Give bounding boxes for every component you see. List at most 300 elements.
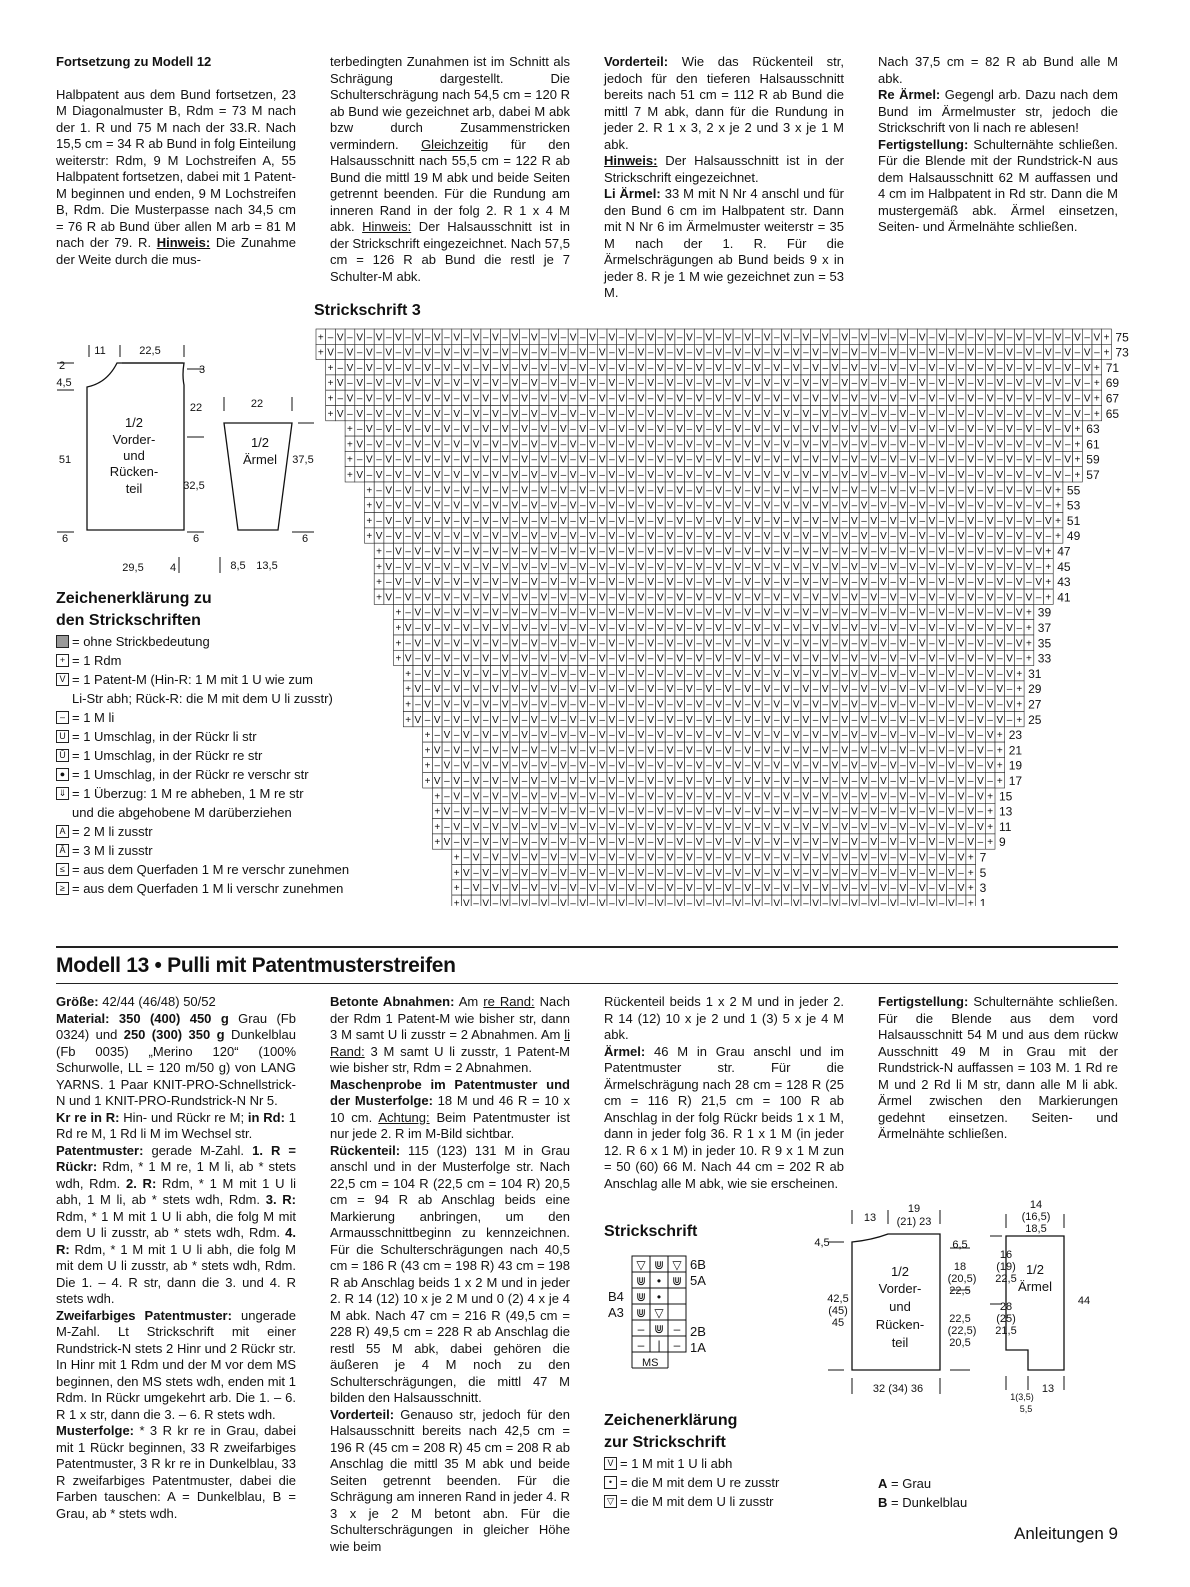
svg-text:–: – [657, 638, 664, 650]
svg-text:V: V [889, 668, 897, 680]
svg-text:–: – [909, 546, 916, 558]
svg-text:V: V [763, 776, 771, 787]
legend1-item [56, 689, 386, 708]
svg-text:V: V [676, 393, 684, 405]
svg-text:–: – [773, 500, 780, 512]
svg-text:–: – [861, 837, 867, 849]
svg-text:–: – [492, 393, 499, 405]
svg-text:–: – [453, 362, 460, 374]
dim-32-5: 32,5 [183, 480, 205, 492]
svg-text:–: – [793, 500, 799, 512]
svg-text:–: – [638, 638, 644, 650]
svg-text:V: V [560, 760, 567, 772]
svg-text:–: – [628, 393, 635, 405]
svg-text:V: V [889, 424, 897, 436]
svg-text:+: + [1045, 546, 1052, 558]
svg-text:V: V [938, 791, 945, 803]
svg-text:V: V [938, 821, 945, 833]
sleeve2-label-2: Ärmel [1018, 1279, 1052, 1294]
svg-text:–: – [618, 852, 625, 864]
svg-text:–: – [938, 699, 945, 711]
svg-text:–: – [909, 821, 916, 833]
dim2-45: 45 [831, 1317, 845, 1329]
svg-text:–: – [880, 561, 887, 573]
svg-text:–: – [638, 684, 644, 696]
svg-text:V: V [928, 837, 936, 849]
svg-text:V: V [366, 424, 373, 436]
svg-text:–: – [502, 332, 508, 344]
legend-symbol-icon: ⇓ [56, 787, 69, 800]
svg-text:V: V [967, 653, 975, 665]
svg-text:V: V [540, 485, 548, 497]
svg-text:–: – [735, 791, 741, 803]
svg-text:V: V [686, 577, 693, 589]
svg-text:V: V [1025, 347, 1033, 359]
svg-text:–: – [948, 577, 955, 589]
chart3-row-label: 69 [1105, 376, 1120, 391]
svg-text:–: – [909, 714, 916, 726]
svg-text:V: V [560, 623, 567, 634]
svg-text:V: V [783, 332, 790, 344]
svg-text:V: V [821, 684, 829, 696]
svg-text:–: – [473, 668, 479, 680]
svg-text:V: V [569, 607, 577, 619]
svg-text:–: – [609, 561, 615, 573]
svg-text:V: V [540, 623, 548, 634]
svg-text:–: – [628, 668, 635, 680]
svg-text:V: V [948, 515, 955, 527]
svg-text:V: V [705, 821, 713, 833]
svg-text:–: – [1084, 378, 1090, 390]
svg-text:–: – [1055, 454, 1061, 466]
svg-text:V: V [598, 730, 606, 742]
svg-text:V: V [492, 607, 499, 619]
svg-text:V: V [666, 821, 674, 833]
dim-13-5: 13,5 [256, 560, 278, 572]
svg-text:–: – [870, 546, 877, 558]
svg-text:–: – [1016, 653, 1023, 665]
svg-text:V: V [521, 592, 528, 604]
svg-text:–: – [793, 546, 799, 558]
svg-text:–: – [744, 347, 751, 359]
svg-text:V: V [734, 592, 742, 604]
svg-text:–: – [890, 470, 896, 481]
svg-text:–: – [550, 623, 557, 634]
svg-text:–: – [434, 760, 441, 772]
svg-text:–: – [706, 623, 712, 634]
svg-text:V: V [579, 592, 587, 604]
svg-text:–: – [541, 332, 547, 344]
svg-text:V: V [530, 378, 538, 390]
svg-text:–: – [667, 424, 673, 436]
svg-text:–: – [434, 699, 441, 711]
svg-text:V: V [1015, 378, 1023, 390]
svg-text:–: – [725, 561, 732, 573]
svg-text:V: V [870, 653, 878, 665]
svg-text:–: – [832, 378, 838, 390]
svg-text:–: – [812, 577, 819, 589]
svg-text:V: V [366, 362, 373, 374]
legend-symbol-icon: ≤ [56, 863, 69, 876]
svg-text:–: – [492, 806, 499, 818]
svg-text:–: – [1064, 378, 1071, 390]
svg-text:–: – [735, 500, 741, 512]
svg-text:+: + [434, 806, 441, 818]
svg-text:–: – [1006, 332, 1013, 344]
dim2-s13: 13 [1041, 1383, 1055, 1395]
svg-text:+: + [395, 638, 402, 650]
svg-text:–: – [560, 745, 567, 757]
color-a: A = Grau [878, 1476, 932, 1491]
svg-text:V: V [1006, 592, 1013, 604]
chart3-row-label: 55 [1066, 483, 1081, 498]
svg-text:V: V [501, 653, 509, 665]
svg-text:V: V [734, 347, 742, 359]
svg-text:V: V [928, 424, 936, 436]
svg-text:–: – [958, 837, 964, 849]
svg-text:–: – [618, 714, 625, 726]
svg-text:V: V [889, 592, 897, 604]
svg-text:V: V [589, 638, 596, 650]
svg-text:–: – [870, 607, 877, 619]
svg-text:–: – [1016, 623, 1023, 634]
svg-text:–: – [599, 546, 605, 558]
svg-text:+: + [347, 454, 353, 466]
svg-text:V: V [899, 470, 907, 481]
svg-text:V: V [521, 699, 528, 711]
svg-text:V: V [792, 561, 800, 573]
svg-text:–: – [715, 408, 722, 420]
svg-text:V: V [482, 561, 490, 573]
svg-text:V: V [851, 760, 858, 772]
legend1-item [56, 822, 386, 841]
svg-text:–: – [521, 500, 528, 512]
svg-text:V: V [482, 454, 490, 466]
svg-text:V: V [948, 668, 955, 680]
svg-text:V: V [579, 561, 587, 573]
svg-text:–: – [977, 837, 984, 849]
svg-text:V: V [530, 714, 538, 726]
svg-text:V: V [705, 531, 713, 543]
svg-text:V: V [938, 408, 945, 420]
svg-text:V: V [715, 837, 722, 849]
svg-text:V: V [356, 378, 363, 390]
svg-text:–: – [356, 347, 363, 359]
svg-text:–: – [870, 439, 877, 451]
svg-text:–: – [890, 776, 896, 787]
svg-text:V: V [957, 684, 965, 696]
svg-text:–: – [793, 852, 799, 864]
svg-text:–: – [832, 776, 838, 787]
svg-text:–: – [453, 837, 460, 849]
svg-text:V: V [763, 408, 771, 420]
svg-text:V: V [511, 500, 519, 512]
svg-text:–: – [1035, 592, 1042, 604]
svg-text:–: – [773, 408, 780, 420]
svg-text:V: V [569, 332, 577, 344]
svg-text:V: V [802, 821, 810, 833]
svg-text:V: V [569, 577, 577, 589]
svg-text:–: – [783, 730, 790, 742]
svg-text:+: + [317, 347, 324, 359]
svg-text:V: V [724, 378, 732, 390]
svg-text:V: V [851, 653, 858, 665]
svg-text:V: V [948, 424, 955, 436]
svg-text:V: V [977, 408, 984, 420]
svg-text:V: V [424, 653, 431, 665]
svg-text:–: – [366, 408, 373, 420]
svg-text:–: – [492, 699, 499, 711]
svg-text:–: – [900, 454, 906, 466]
svg-text:V: V [986, 515, 994, 527]
svg-text:–: – [909, 531, 916, 543]
svg-text:V: V [870, 393, 878, 405]
svg-text:V: V [860, 745, 868, 757]
legend-model-13 [604, 1410, 864, 1511]
svg-text:–: – [861, 393, 867, 405]
svg-text:–: – [851, 776, 858, 787]
svg-text:–: – [453, 347, 460, 359]
svg-text:–: – [1045, 439, 1052, 451]
svg-text:–: – [987, 684, 993, 696]
svg-text:V: V [870, 454, 878, 466]
svg-text:–: – [744, 699, 751, 711]
svg-text:–: – [793, 714, 799, 726]
svg-text:V: V [734, 760, 742, 772]
svg-text:–: – [1026, 577, 1032, 589]
svg-text:V: V [627, 714, 635, 726]
svg-text:V: V [860, 378, 868, 390]
dim2-s21-5: 21,5 [995, 1325, 1017, 1337]
svg-text:–: – [638, 378, 644, 390]
svg-text:V: V [986, 653, 994, 665]
svg-text:–: – [938, 760, 945, 772]
svg-text:–: – [424, 607, 431, 619]
svg-text:–: – [492, 668, 499, 680]
svg-text:–: – [696, 577, 702, 589]
chart3-row-label: 5 [979, 865, 987, 880]
svg-text:V: V [569, 776, 577, 787]
svg-text:V: V [744, 791, 751, 803]
svg-text:V: V [977, 638, 984, 650]
svg-text:–: – [977, 760, 984, 772]
svg-text:V: V [957, 745, 965, 757]
svg-text:V: V [1035, 577, 1042, 589]
svg-text:V: V [511, 546, 519, 558]
svg-text:V: V [715, 623, 722, 634]
svg-text:–: – [812, 821, 819, 833]
svg-text:–: – [502, 378, 508, 390]
svg-text:V: V [414, 577, 422, 589]
svg-text:V: V [880, 638, 887, 650]
svg-text:V: V [608, 500, 616, 512]
svg-text:V: V [792, 653, 800, 665]
svg-text:V: V [395, 332, 402, 344]
svg-text:–: – [706, 362, 712, 374]
svg-text:V: V [899, 500, 907, 512]
svg-text:V: V [909, 653, 916, 665]
svg-text:V: V [986, 730, 994, 742]
svg-text:–: – [657, 332, 664, 344]
svg-text:+: + [1045, 561, 1052, 573]
dim2-s22-5: 22,5 [995, 1273, 1017, 1285]
svg-text:–: – [444, 531, 450, 543]
svg-text:+: + [1103, 332, 1110, 344]
col4-text-1: Nach 37,5 cm = 82 R ab Bund alle M abk. [878, 54, 1118, 86]
svg-text:–: – [599, 607, 605, 619]
legend-symbol-icon: A [56, 825, 69, 838]
svg-text:V: V [889, 806, 897, 818]
svg-text:V: V [1025, 561, 1033, 573]
svg-text:V: V [443, 454, 451, 466]
svg-text:V: V [967, 347, 975, 359]
svg-text:–: – [647, 668, 654, 680]
svg-text:V: V [967, 730, 975, 742]
svg-text:V: V [977, 378, 984, 390]
svg-text:V: V [385, 393, 393, 405]
svg-text:–: – [686, 485, 693, 497]
svg-text:–: – [492, 837, 499, 849]
svg-text:–: – [385, 500, 392, 512]
svg-text:V: V [1015, 470, 1023, 481]
svg-text:V: V [977, 607, 984, 619]
svg-text:V: V [695, 393, 703, 405]
svg-text:V: V [851, 837, 858, 849]
svg-text:V: V [501, 561, 509, 573]
svg-text:V: V [783, 714, 790, 726]
svg-text:V: V [889, 347, 897, 359]
svg-text:+: + [987, 806, 994, 818]
svg-text:V: V [851, 362, 858, 374]
svg-text:V: V [899, 546, 907, 558]
svg-text:V: V [1054, 439, 1062, 451]
svg-text:V: V [996, 332, 1004, 344]
svg-text:V: V [734, 837, 742, 849]
svg-text:–: – [822, 699, 829, 711]
svg-text:–: – [531, 485, 538, 497]
svg-text:–: – [929, 821, 935, 833]
svg-text:V: V [511, 638, 519, 650]
svg-text:–: – [987, 439, 993, 451]
svg-text:–: – [715, 546, 722, 558]
svg-text:–: – [735, 638, 741, 650]
svg-text:–: – [628, 806, 635, 818]
svg-text:–: – [696, 607, 702, 619]
svg-text:–: – [589, 653, 596, 665]
svg-text:–: – [929, 745, 935, 757]
svg-text:–: – [415, 668, 421, 680]
svg-text:V: V [463, 393, 470, 405]
svg-text:V: V [967, 454, 975, 466]
svg-text:–: – [579, 791, 586, 803]
svg-text:–: – [812, 408, 819, 420]
svg-text:V: V [889, 485, 897, 497]
svg-text:V: V [948, 837, 955, 849]
svg-text:–: – [851, 378, 858, 390]
svg-text:–: – [550, 424, 557, 436]
svg-text:–: – [793, 607, 799, 619]
sleeve-label-2: Ärmel [243, 452, 277, 467]
svg-text:V: V [540, 699, 548, 711]
legend-text: und die abgehobene M darüberziehen [72, 805, 292, 820]
svg-text:–: – [822, 561, 829, 573]
svg-text:V: V [977, 577, 984, 589]
svg-text:–: – [783, 623, 790, 634]
svg-text:V: V [501, 699, 509, 711]
chart2-label-5a: 5A [690, 1273, 706, 1288]
svg-text:V: V [938, 607, 945, 619]
svg-text:V: V [744, 607, 751, 619]
svg-text:–: – [1006, 684, 1013, 696]
svg-text:V: V [472, 791, 480, 803]
svg-text:V: V [453, 546, 460, 558]
svg-text:–: – [822, 362, 829, 374]
svg-text:–: – [647, 623, 654, 634]
svg-text:+: + [996, 760, 1003, 772]
svg-text:–: – [599, 684, 605, 696]
svg-text:–: – [929, 531, 935, 543]
svg-text:V: V [705, 852, 713, 864]
svg-text:V: V [550, 745, 557, 757]
svg-text:V: V [1054, 332, 1062, 344]
svg-text:–: – [385, 470, 392, 481]
chart3-row-label: 3 [979, 881, 987, 896]
svg-text:V: V [996, 607, 1004, 619]
svg-text:V: V [530, 577, 538, 589]
svg-text:V: V [773, 424, 781, 436]
svg-text:V: V [443, 623, 451, 634]
legend-symbol-icon: – [56, 711, 69, 724]
svg-text:–: – [570, 515, 576, 527]
svg-text:V: V [928, 623, 936, 634]
svg-text:–: – [579, 821, 586, 833]
svg-text:V: V [589, 852, 596, 864]
svg-text:–: – [638, 408, 644, 420]
svg-text:V: V [530, 408, 538, 420]
svg-text:V: V [472, 714, 480, 726]
svg-text:V: V [860, 684, 868, 696]
svg-text:V: V [880, 500, 887, 512]
svg-text:–: – [900, 515, 906, 527]
svg-text:V: V [404, 424, 412, 436]
svg-text:–: – [453, 454, 460, 466]
svg-text:V: V [463, 347, 470, 359]
svg-text:V: V [356, 332, 363, 344]
svg-text:–: – [531, 653, 538, 665]
svg-text:V: V [1015, 439, 1023, 451]
svg-text:V: V [686, 852, 693, 864]
svg-text:–: – [793, 470, 799, 481]
svg-text:V: V [608, 378, 616, 390]
svg-text:V: V [996, 470, 1004, 481]
svg-text:V: V [783, 607, 790, 619]
svg-text:V: V [676, 515, 684, 527]
svg-text:V: V [909, 592, 916, 604]
svg-text:V: V [618, 837, 625, 849]
svg-text:V: V [598, 653, 606, 665]
svg-text:–: – [715, 684, 722, 696]
top-column-2 [330, 54, 570, 285]
svg-text:–: – [609, 347, 615, 359]
svg-text:V: V [375, 531, 383, 543]
svg-text:–: – [453, 515, 460, 527]
svg-text:V: V [453, 500, 460, 512]
svg-text:V: V [424, 347, 431, 359]
svg-text:V: V [889, 837, 897, 849]
svg-text:V: V [792, 592, 800, 604]
svg-text:–: – [1064, 439, 1071, 451]
svg-text:–: – [919, 362, 926, 374]
